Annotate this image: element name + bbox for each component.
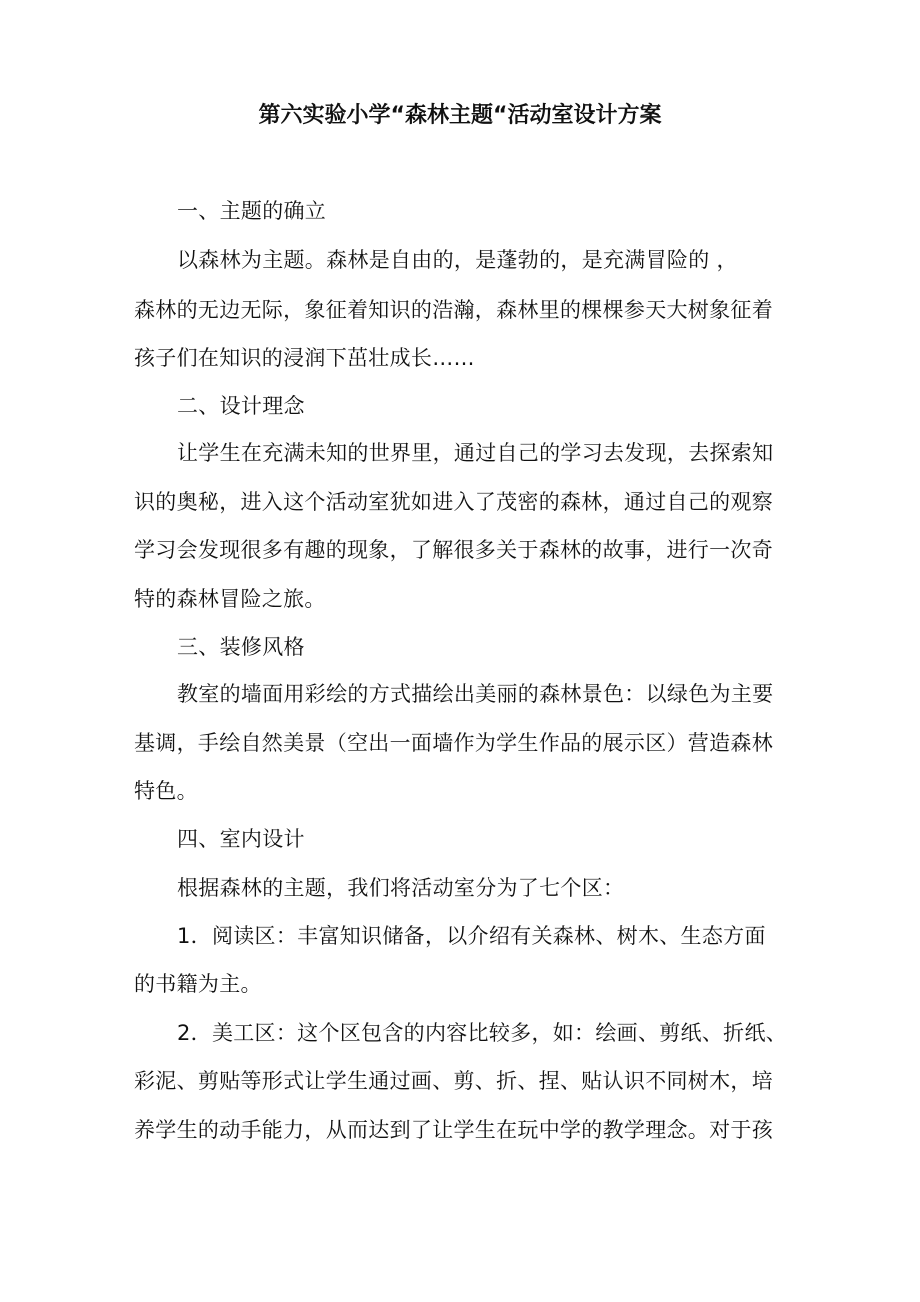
paragraph-line: 的书籍为主。: [134, 972, 262, 996]
paragraph-line: 根据森林的主题，我们将活动室分为了七个区：: [177, 876, 625, 900]
heading-interior-design: 四、室内设计: [177, 827, 305, 851]
paragraph-line: 彩泥、剪贴等形式让学生通过画、剪、折、捏、贴认识不同树木，培: [134, 1069, 773, 1093]
heading-design-concept: 二、设计理念: [177, 394, 305, 418]
paragraph-line: 识的奥秘，进入这个活动室犹如进入了茂密的森林，通过自己的观察: [134, 490, 773, 514]
paragraph-line: 让学生在充满未知的世界里，通过自己的学习去发现，去探索知: [177, 441, 774, 465]
paragraph-line: 养学生的动手能力，从而达到了让学生在玩中学的教学理念。对于孩: [134, 1118, 773, 1142]
paragraph-line: 孩子们在知识的浸润下茁壮成长……: [134, 346, 475, 370]
paragraph-line: 学习会发现很多有趣的现象，了解很多关于森林的故事，进行一次奇: [134, 538, 773, 562]
list-item-art-area: 2．美工区：这个区包含的内容比较多，如：绘画、剪纸、折纸、: [177, 1021, 788, 1045]
paragraph-line: 森林的无边无际，象征着知识的浩瀚，森林里的棵棵参天大树象征着: [134, 298, 773, 322]
paragraph-line: 教室的墙面用彩绘的方式描绘出美丽的森林景色：以绿色为主要: [177, 682, 774, 706]
heading-decoration-style: 三、装修风格: [177, 635, 305, 659]
heading-theme: 一、主题的确立: [177, 199, 327, 223]
document-title: 第六实验小学“森林主题“活动室设计方案: [258, 103, 662, 128]
paragraph-line: 特的森林冒险之旅。: [134, 587, 326, 611]
paragraph-line: 以森林为主题。森林是自由的，是蓬勃的，是充满冒险的 ，: [177, 248, 738, 272]
list-item-reading-area: 1．阅读区：丰富知识储备，以介绍有关森林、树木、生态方面: [177, 924, 766, 948]
paragraph-line: 特色。: [134, 779, 198, 803]
paragraph-line: 基调，手绘自然美景（空出一面墙作为学生作品的展示区）营造森林: [134, 731, 773, 755]
